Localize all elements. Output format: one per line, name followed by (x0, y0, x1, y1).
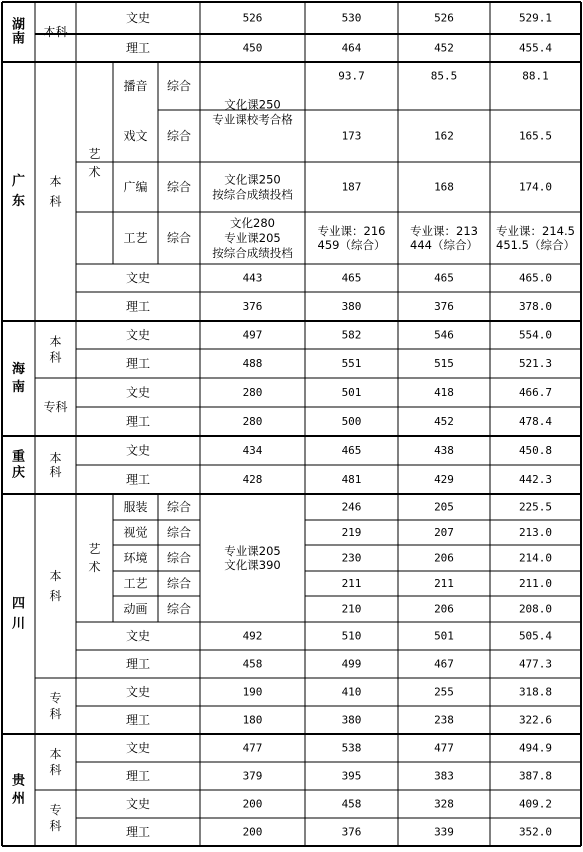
score-cell: 85.5 (430, 69, 458, 83)
score-cell: 190 (242, 685, 263, 699)
score-cell: 208.0 (518, 602, 553, 616)
track-label: 文史 (125, 271, 151, 285)
craft-score: 444（综合） (410, 238, 478, 252)
score-cell: 173 (341, 129, 362, 143)
score-cell: 515 (434, 357, 454, 370)
art-label: 艺术 (88, 147, 101, 179)
score-cell: 206 (434, 551, 454, 565)
track-label: 文史 (125, 741, 151, 755)
score-cell: 280 (242, 386, 263, 399)
major-label: 服装 (123, 500, 148, 514)
score-cell: 443 (242, 271, 263, 285)
level-label: 专科 (49, 803, 62, 833)
score-cell: 465.0 (518, 271, 553, 285)
major-label: 视觉 (123, 525, 148, 540)
track-label: 文史 (125, 11, 151, 25)
score-cell: 505.4 (518, 629, 553, 643)
art-type-label: 综合 (166, 231, 192, 245)
score-cell: 328 (434, 797, 454, 811)
major-label: 戏文 (123, 129, 148, 143)
score-cell: 554.0 (518, 328, 553, 342)
score-cell: 438 (434, 444, 454, 457)
track-label: 文史 (125, 385, 151, 400)
score-cell: 322.6 (518, 713, 553, 727)
score-cell: 213.0 (518, 526, 553, 539)
level-label: 本科 (43, 25, 68, 39)
craft-score: 专业课：213 (410, 224, 478, 238)
score-cell: 378.0 (518, 300, 553, 313)
score-cell: 481 (341, 473, 362, 486)
score-cell: 318.8 (518, 685, 553, 699)
track-label: 理工 (125, 657, 151, 671)
score-cell: 225.5 (518, 500, 553, 514)
score-cell: 238 (434, 713, 454, 727)
score-cell: 376 (434, 300, 454, 313)
score-cell: 521.3 (518, 357, 553, 370)
art-type-label: 综合 (166, 129, 192, 143)
score-cell: 429 (434, 473, 454, 486)
major-label: 播音 (123, 79, 148, 93)
major-label: 工艺 (123, 576, 148, 591)
score-cell: 380 (341, 300, 362, 313)
score-cell: 211.0 (518, 577, 553, 590)
score-cell: 551 (341, 357, 362, 370)
major-label: 工艺 (123, 231, 148, 245)
score-cell: 230 (341, 551, 362, 565)
score-cell: 206 (434, 602, 454, 616)
score-cell: 464 (341, 41, 362, 55)
requirement-text: 文化课250 (224, 172, 281, 187)
score-cell: 477 (242, 741, 263, 755)
track-label: 文史 (125, 443, 151, 458)
score-cell: 458 (242, 657, 263, 671)
craft-score: 459（综合） (317, 238, 386, 252)
score-cell: 452 (434, 415, 454, 428)
score-cell: 352.0 (518, 825, 553, 839)
score-cell: 410 (341, 685, 362, 699)
track-label: 理工 (125, 472, 151, 487)
requirement-text: 按综合成绩投档 (212, 246, 293, 260)
requirement-text: 专业课205 (224, 231, 281, 245)
score-cell: 477 (434, 741, 454, 755)
art-type-label: 综合 (166, 180, 192, 194)
score-cell: 501 (434, 629, 454, 643)
score-cell: 88.1 (522, 69, 549, 83)
province-hunan: 湖南 (11, 17, 26, 47)
score-cell: 93.7 (338, 69, 365, 83)
score-cell: 246 (341, 500, 362, 514)
score-cell: 219 (341, 526, 362, 539)
major-label: 动画 (123, 602, 148, 616)
score-cell: 450 (242, 41, 263, 55)
score-cell: 207 (434, 526, 454, 539)
score-cell: 165.5 (518, 129, 553, 143)
track-label: 文史 (125, 629, 151, 643)
level-label: 专科 (49, 691, 62, 721)
score-cell: 526 (242, 11, 263, 25)
track-label: 理工 (125, 41, 151, 55)
score-cell: 529.1 (518, 11, 553, 25)
score-cell: 465 (341, 444, 362, 457)
score-cell: 174.0 (518, 180, 553, 194)
province-sichuan: 四川 (11, 596, 26, 632)
track-label: 理工 (125, 299, 151, 314)
score-cell: 280 (242, 415, 263, 428)
score-cell: 455.4 (518, 41, 553, 55)
craft-score: 专业课：214.5 (496, 224, 575, 238)
major-label: 环境 (123, 551, 148, 565)
track-label: 理工 (125, 713, 151, 727)
track-label: 文史 (125, 328, 151, 342)
score-cell: 582 (341, 328, 362, 342)
score-cell: 380 (341, 713, 362, 727)
track-label: 理工 (125, 769, 151, 783)
score-cell: 428 (242, 473, 263, 486)
score-cell: 442.3 (518, 473, 553, 486)
score-cell: 200 (242, 825, 263, 839)
score-cell: 434 (242, 444, 263, 457)
requirement-text: 专业课205 (224, 544, 281, 558)
province-chongqing: 重庆 (11, 449, 26, 481)
score-cell: 510 (341, 629, 362, 643)
score-cell: 409.2 (518, 797, 553, 811)
score-cell: 187 (341, 180, 362, 194)
score-cell: 395 (341, 769, 362, 783)
requirement-text: 专业课校考合格 (212, 112, 293, 127)
province-guizhou: 贵州 (11, 773, 26, 807)
requirement-text: 文化280 (230, 216, 275, 230)
art-type-label: 综合 (166, 551, 192, 565)
art-type-label: 综合 (166, 602, 192, 616)
score-cell: 168 (434, 180, 454, 194)
score-cell: 210 (341, 602, 362, 616)
score-cell: 387.8 (518, 769, 553, 783)
score-cell: 452 (434, 41, 454, 55)
province-hainan: 海南 (11, 362, 26, 395)
score-cell: 500 (341, 415, 362, 428)
track-label: 理工 (125, 825, 151, 839)
score-cell: 458 (341, 797, 362, 811)
score-cell: 497 (242, 328, 263, 342)
craft-score: 451.5（综合） (496, 238, 575, 252)
score-cell: 211 (434, 577, 454, 590)
score-cell: 379 (242, 769, 263, 783)
score-cell: 376 (341, 825, 362, 839)
art-type-label: 综合 (166, 79, 192, 93)
level-label: 本科 (49, 451, 62, 479)
track-label: 理工 (125, 356, 151, 371)
score-cell: 339 (434, 825, 454, 839)
score-cell: 162 (434, 129, 454, 143)
score-cell: 467 (434, 657, 454, 671)
track-label: 理工 (125, 414, 151, 429)
art-label: 艺术 (88, 542, 101, 574)
craft-score: 专业课：216 (317, 224, 386, 238)
score-cell: 465 (434, 271, 454, 285)
score-cell: 494.9 (518, 741, 553, 755)
major-label: 广编 (123, 180, 148, 194)
score-cell: 477.3 (518, 657, 553, 671)
level-label: 本科 (49, 747, 62, 777)
track-label: 文史 (125, 797, 151, 811)
level-label: 专科 (43, 400, 68, 414)
score-cell: 180 (242, 713, 263, 727)
level-label: 本科 (49, 334, 62, 365)
art-type-label: 综合 (166, 576, 192, 591)
score-cell: 211 (341, 577, 362, 590)
level-label: 本科 (49, 174, 62, 209)
score-cell: 205 (434, 500, 454, 514)
score-cell: 478.4 (518, 415, 553, 428)
art-type-label: 综合 (166, 525, 192, 540)
level-label: 本科 (49, 569, 62, 603)
score-cell: 492 (242, 629, 263, 643)
score-cell: 530 (341, 11, 362, 25)
score-cell: 499 (341, 657, 362, 671)
art-type-label: 综合 (166, 500, 192, 514)
score-cell: 418 (434, 386, 454, 399)
score-cell: 466.7 (518, 386, 553, 399)
requirement-text: 文化课390 (224, 558, 281, 572)
requirement-text: 文化课250 (224, 97, 281, 112)
score-cell: 450.8 (518, 444, 553, 457)
score-cell: 376 (242, 300, 263, 313)
requirement-text: 按综合成绩投档 (212, 187, 293, 202)
score-cell: 465 (341, 271, 362, 285)
score-cell: 214.0 (518, 551, 553, 565)
score-cell: 200 (242, 797, 263, 811)
score-cell: 501 (341, 386, 362, 399)
score-cell: 383 (434, 769, 454, 783)
score-cell: 538 (341, 741, 362, 755)
score-cell: 255 (434, 685, 454, 699)
province-guangdong: 广东 (11, 174, 26, 209)
track-label: 文史 (125, 685, 151, 699)
score-cell: 488 (242, 357, 263, 370)
score-cell: 546 (434, 328, 454, 342)
score-cell: 526 (434, 11, 454, 25)
